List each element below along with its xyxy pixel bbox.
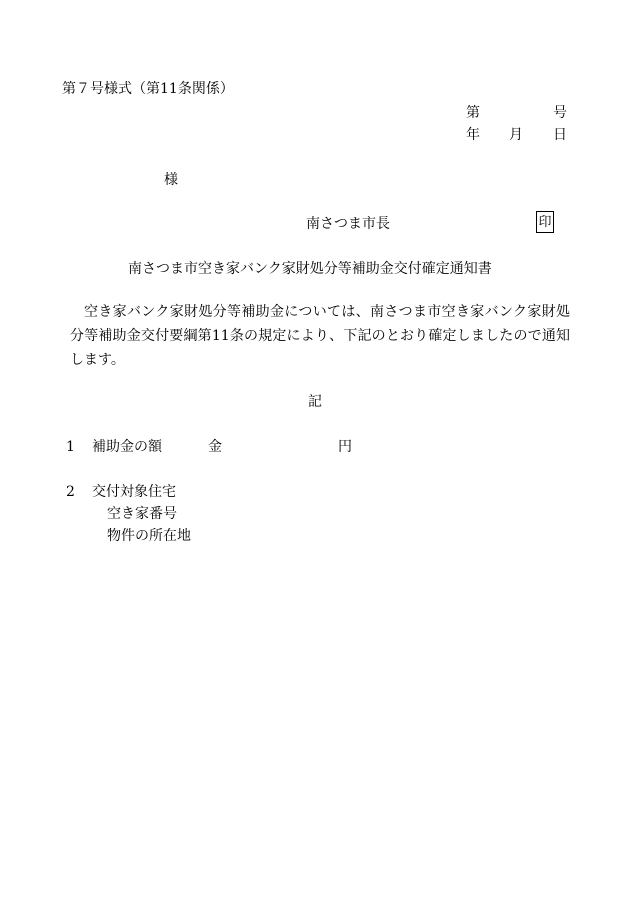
item-2-number: 2: [66, 484, 75, 500]
ki-heading: 記: [308, 394, 322, 410]
date-day: 日: [553, 127, 567, 143]
doc-number-suffix: 号: [553, 105, 567, 121]
form-label: 第７号様式（第11条関係）: [62, 81, 234, 97]
item-2-sub-vacancy-number: 空き家番号: [107, 506, 177, 522]
item-1-amount-suffix: 円: [338, 439, 352, 455]
seal-stamp: [536, 211, 554, 233]
sender-name: 南さつま市長: [306, 216, 390, 232]
date-month: 月: [509, 127, 523, 143]
seal-label: 印: [538, 214, 552, 230]
body-paragraph: 空き家バンク家財処分等補助金については、南さつま市空き家バンク家財処分等補助金交付要綱第11条の規定により、下記のとおり確定しましたので通知します。: [70, 304, 570, 368]
item-1-number: 1: [66, 439, 75, 455]
item-1-label: 補助金の額: [92, 439, 162, 455]
addressee-suffix: 様: [164, 172, 178, 188]
doc-number-prefix: 第: [466, 105, 480, 121]
document-title: 南さつま市空き家バンク家財処分等補助金交付確定通知書: [128, 261, 492, 277]
date-year: 年: [466, 127, 480, 143]
item-1-amount-prefix: 金: [208, 439, 222, 455]
item-2-label: 交付対象住宅: [92, 484, 176, 500]
item-2-sub-property-location: 物件の所在地: [107, 528, 191, 544]
